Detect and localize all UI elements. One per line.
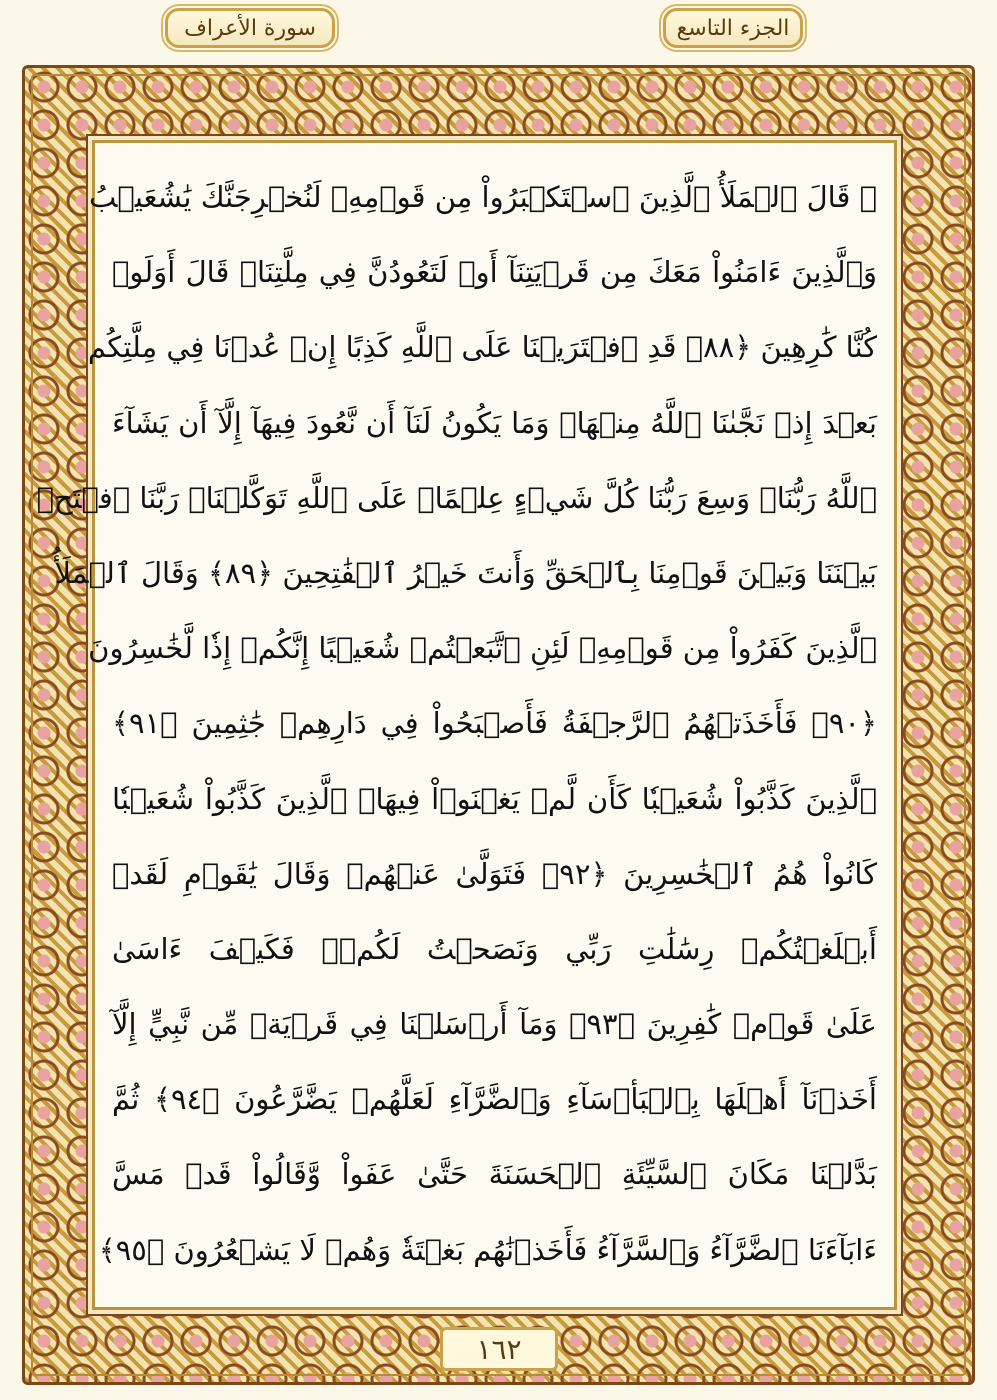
verse-line: كَانُواْ هُمُ ٱلۡخَٰسِرِينَ ﴿٩٢﴾ فَتَوَلَّىٰ عَنۡهُمۡ وَقَالَ يَٰقَوۡمِ لَقَدۡ — [112, 856, 877, 891]
verse-line: بَعۡدَ إِذۡ نَجَّىٰنَا ٱللَّهُ مِنۡهَاۚ وَمَا يَكُونُ لَنَآ أَن نَّعُودَ فِيهَآ إِلَّآ أَن يَشَآءَ — [112, 405, 877, 440]
verse-line: كُنَّا كَٰرِهِينَ ﴿٨٨﴾ قَدِ ٱفۡتَرَيۡنَا عَلَى ٱللَّهِ كَذِبًا إِنۡ عُدۡنَا فِي مِلَّتِكُم — [87, 330, 877, 365]
verse-line: وَٱلَّذِينَ ءَامَنُواْ مَعَكَ مِن قَرۡيَتِنَآ أَوۡ لَتَعُودُنَّ فِي مِلَّتِنَاۚ قَالَ أَوَلَوۡ — [112, 255, 877, 290]
verse-line: أَبۡلَغۡتُكُمۡ رِسَٰلَٰتِ رَبِّي وَنَصَحۡتُ لَكُمۡۖ فَكَيۡفَ ءَاسَىٰ — [112, 931, 877, 966]
surah-header — [165, 8, 335, 48]
verse-line: ٱلَّذِينَ كَذَّبُواْ شُعَيۡبٗا كَأَن لَّمۡ يَغۡنَوۡاْ فِيهَاۚ ٱلَّذِينَ كَذَّبُواْ شُعَيۡبٗا — [112, 781, 877, 816]
juz-header — [663, 8, 803, 48]
verse-line: بَيۡنَنَا وَبَيۡنَ قَوۡمِنَا بِٱلۡحَقِّ وَأَنتَ خَيۡرُ ٱلۡفَٰتِحِينَ ﴿٨٩﴾ وَقَالَ ٱلۡمَلَأُ — [54, 555, 877, 590]
page-number: ١٦٢ — [476, 1332, 522, 1366]
page-number-box — [440, 1327, 558, 1371]
verse-line: ٱللَّهُ رَبُّنَاۚ وَسِعَ رَبُّنَا كُلَّ شَيۡءٍ عِلۡمًاۚ عَلَى ٱللَّهِ تَوَكَّلۡنَاۚ رَبَّنَا ٱفۡتَحۡ — [36, 480, 877, 515]
verse-line: بَدَّلۡنَا مَكَانَ ٱلسَّيِّئَةِ ٱلۡحَسَنَةَ حَتَّىٰ عَفَواْ وَّقَالُواْ قَدۡ مَسَّ — [112, 1157, 877, 1192]
surah-label: سورة الأعراف — [184, 15, 316, 41]
verse-line: ءَابَآءَنَا ٱلضَّرَّآءُ وَٱلسَّرَّآءُ فَأَخَذۡنَٰهُم بَغۡتَةٗ وَهُمۡ لَا يَشۡعُرُونَ ﴿٩٥﴾ — [98, 1232, 877, 1267]
verse-line: أَخَذۡنَآ أَهۡلَهَا بِٱلۡبَأۡسَآءِ وَٱلضَّرَّآءِ لَعَلَّهُمۡ يَضَّرَّعُونَ ﴿٩٤﴾ ثُمَّ — [112, 1082, 877, 1117]
verse-line: ﴿٩٠﴾ فَأَخَذَتۡهُمُ ٱلرَّجۡفَةُ فَأَصۡبَحُواْ فِي دَارِهِمۡ جَٰثِمِينَ ﴿٩١﴾ — [112, 706, 877, 741]
verse-line: ۞ قَالَ ٱلۡمَلَأُ ٱلَّذِينَ ٱسۡتَكۡبَرُواْ مِن قَوۡمِهِۦ لَنُخۡرِجَنَّكَ يَٰشُعَيۡبُ — [88, 180, 877, 214]
verse-line: ٱلَّذِينَ كَفَرُواْ مِن قَوۡمِهِۦ لَئِنِ ٱتَّبَعۡتُمۡ شُعَيۡبًا إِنَّكُمۡ إِذٗا لَّخَٰسِرُونَ — [88, 631, 877, 666]
verse-line: عَلَىٰ قَوۡمٖ كَٰفِرِينَ ﴿٩٣﴾ وَمَآ أَرۡسَلۡنَا فِي قَرۡيَةٖ مِّن نَّبِيٍّ إِلَّآ — [112, 1007, 877, 1042]
juz-label: الجزء التاسع — [676, 15, 790, 41]
verse-block — [36, 160, 877, 1288]
